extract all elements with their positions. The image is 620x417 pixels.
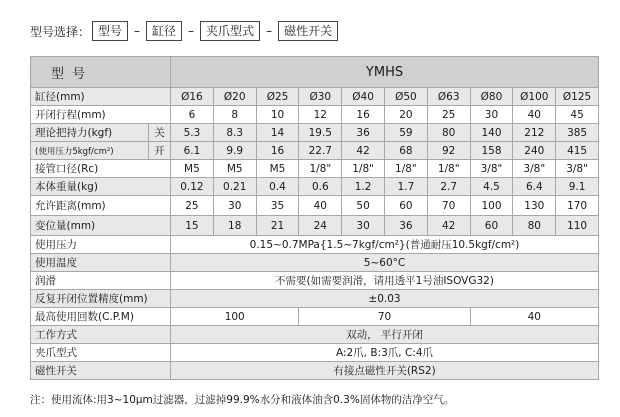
table-cell: 0.4 xyxy=(256,178,299,196)
temperature-value: 5~60°C xyxy=(171,254,599,272)
selector-switch-box: 磁性开关 xyxy=(278,21,338,41)
table-cell: 36 xyxy=(385,216,428,236)
table-cell: 130 xyxy=(513,196,556,216)
table-cell: 30 xyxy=(342,216,385,236)
table-cell: 6.1 xyxy=(171,142,214,160)
table-cell: 15 xyxy=(171,216,214,236)
table-cell: 212 xyxy=(513,124,556,142)
table-row-force-open xyxy=(31,142,599,160)
switch-value: 有接点磁性开关(RS2) xyxy=(171,362,599,380)
table-cell: 20 xyxy=(385,106,428,124)
table-cell: Ø30 xyxy=(299,88,342,106)
table-cell: 158 xyxy=(470,142,513,160)
row-label: 使用温度 xyxy=(31,254,171,272)
table-cell: 92 xyxy=(427,142,470,160)
table-row-stroke xyxy=(31,106,599,124)
table-cell: M5 xyxy=(256,160,299,178)
selector-label: 型号选择： xyxy=(30,24,91,39)
table-cell: 16 xyxy=(342,106,385,124)
selector-separator: – xyxy=(266,24,273,38)
table-cell: 8 xyxy=(213,106,256,124)
table-cell: 35 xyxy=(256,196,299,216)
table-cell: 59 xyxy=(385,124,428,142)
table-cell: 9.9 xyxy=(213,142,256,160)
row-label: 允许距离(mm) xyxy=(31,196,171,216)
selector-bore-box: 缸径 xyxy=(146,21,182,41)
table-row-force-close xyxy=(31,124,599,142)
table-cell: 3/8" xyxy=(556,160,599,178)
table-cell: 3/8" xyxy=(513,160,556,178)
row-label: 润滑 xyxy=(31,272,171,290)
table-cell: Ø16 xyxy=(171,88,214,106)
table-cell: 0.6 xyxy=(299,178,342,196)
table-row-cpm xyxy=(31,308,599,326)
table-row-switch xyxy=(31,362,599,380)
table-cell: 1/8" xyxy=(299,160,342,178)
pressure-value: 0.15~0.7MPa{1.5~7kgf/cm²}(普通耐压10.5kgf/cm²) xyxy=(171,236,599,254)
table-row-pressure xyxy=(31,236,599,254)
table-cell: 3/8" xyxy=(470,160,513,178)
table-cell: 415 xyxy=(556,142,599,160)
table-cell: 1.2 xyxy=(342,178,385,196)
table-cell: 60 xyxy=(385,196,428,216)
cpm-value-medium: 70 xyxy=(299,308,470,326)
table-cell: 1/8" xyxy=(427,160,470,178)
table-cell: 50 xyxy=(342,196,385,216)
row-label: 理论把持力(kgf) xyxy=(31,124,149,142)
model-value: YMHS xyxy=(171,57,599,88)
table-cell: 0.21 xyxy=(213,178,256,196)
table-cell: 385 xyxy=(556,124,599,142)
table-cell: 21 xyxy=(256,216,299,236)
table-cell: 110 xyxy=(556,216,599,236)
table-cell: 40 xyxy=(513,106,556,124)
table-cell: 30 xyxy=(470,106,513,124)
table-cell: 16 xyxy=(256,142,299,160)
table-cell: 240 xyxy=(513,142,556,160)
table-cell: 18 xyxy=(213,216,256,236)
row-label: 磁性开关 xyxy=(31,362,171,380)
table-cell: 1.7 xyxy=(385,178,428,196)
row-label: 反复开闭位置精度(mm) xyxy=(31,290,171,308)
table-row-displacement xyxy=(31,216,599,236)
table-row-jaw xyxy=(31,344,599,362)
table-cell: 25 xyxy=(171,196,214,216)
table-cell: 9.1 xyxy=(556,178,599,196)
table-cell: 80 xyxy=(513,216,556,236)
table-cell: 12 xyxy=(299,106,342,124)
table-cell: 1/8" xyxy=(385,160,428,178)
lubrication-value: 不需要(如需要润滑，请用透平1号油ISOVG32) xyxy=(171,272,599,290)
table-cell: Ø63 xyxy=(427,88,470,106)
table-cell: 36 xyxy=(342,124,385,142)
model-label: 型 号 xyxy=(31,57,171,88)
table-cell: 40 xyxy=(299,196,342,216)
table-cell: 30 xyxy=(213,196,256,216)
table-cell: 25 xyxy=(427,106,470,124)
table-cell: M5 xyxy=(213,160,256,178)
table-cell: Ø20 xyxy=(213,88,256,106)
table-cell: 70 xyxy=(427,196,470,216)
table-cell: 6.4 xyxy=(513,178,556,196)
table-row-bore xyxy=(31,88,599,106)
table-cell: 10 xyxy=(256,106,299,124)
table-cell: 45 xyxy=(556,106,599,124)
row-label: 最高使用回数(C.P.M) xyxy=(31,308,171,326)
table-cell: 8.3 xyxy=(213,124,256,142)
table-cell: 22.7 xyxy=(299,142,342,160)
table-row-accuracy xyxy=(31,290,599,308)
table-cell: 4.5 xyxy=(470,178,513,196)
table-row-port xyxy=(31,160,599,178)
row-label: 开闭行程(mm) xyxy=(31,106,171,124)
table-cell: 68 xyxy=(385,142,428,160)
table-cell: Ø40 xyxy=(342,88,385,106)
table-cell: 42 xyxy=(342,142,385,160)
row-label: 工作方式 xyxy=(31,326,171,344)
table-cell: 24 xyxy=(299,216,342,236)
table-row-operation xyxy=(31,326,599,344)
table-cell: Ø80 xyxy=(470,88,513,106)
row-label: 使用压力 xyxy=(31,236,171,254)
jaw-value: A:2爪, B:3爪, C:4爪 xyxy=(171,344,599,362)
table-cell: 100 xyxy=(470,196,513,216)
row-label: 夹爪型式 xyxy=(31,344,171,362)
table-cell: 170 xyxy=(556,196,599,216)
spec-table xyxy=(30,56,599,380)
row-label: 缸径(mm) xyxy=(31,88,171,106)
row-sublabel: 开 xyxy=(149,142,171,160)
row-label: (使用压力5kgf/cm²) xyxy=(31,142,149,160)
table-cell: 19.5 xyxy=(299,124,342,142)
table-row-lubrication xyxy=(31,272,599,290)
row-label: 接管口径(Rc) xyxy=(31,160,171,178)
table-cell: 80 xyxy=(427,124,470,142)
row-label: 本体重量(kg) xyxy=(31,178,171,196)
table-row-temperature xyxy=(31,254,599,272)
table-row-weight xyxy=(31,178,599,196)
table-cell: Ø100 xyxy=(513,88,556,106)
operation-value: 双动， 平行开闭 xyxy=(171,326,599,344)
row-label: 变位量(mm) xyxy=(31,216,171,236)
table-cell: 0.12 xyxy=(171,178,214,196)
cpm-value-large: 40 xyxy=(470,308,598,326)
selector-jaw-box: 夹爪型式 xyxy=(200,21,260,41)
table-cell: Ø25 xyxy=(256,88,299,106)
cpm-value-small: 100 xyxy=(171,308,299,326)
footnote: 注：使用流体:用3~10μm过滤器，过滤掉99.9%水分和液体油含0.3%固体物的洁净空气。 xyxy=(30,394,455,406)
table-cell: 6 xyxy=(171,106,214,124)
model-selector xyxy=(30,20,338,42)
table-cell: 14 xyxy=(256,124,299,142)
table-cell: 1/8" xyxy=(342,160,385,178)
table-cell: Ø50 xyxy=(385,88,428,106)
table-cell: 42 xyxy=(427,216,470,236)
table-cell: 5.3 xyxy=(171,124,214,142)
table-cell: 2.7 xyxy=(427,178,470,196)
table-row-model xyxy=(31,57,599,88)
row-sublabel: 关 xyxy=(149,124,171,142)
table-cell: M5 xyxy=(171,160,214,178)
selector-model-box: 型号 xyxy=(92,21,128,41)
selector-separator: – xyxy=(134,24,141,38)
table-cell: 140 xyxy=(470,124,513,142)
selector-separator: – xyxy=(188,24,195,38)
table-row-distance xyxy=(31,196,599,216)
accuracy-value: ±0.03 xyxy=(171,290,599,308)
table-cell: Ø125 xyxy=(556,88,599,106)
table-cell: 60 xyxy=(470,216,513,236)
